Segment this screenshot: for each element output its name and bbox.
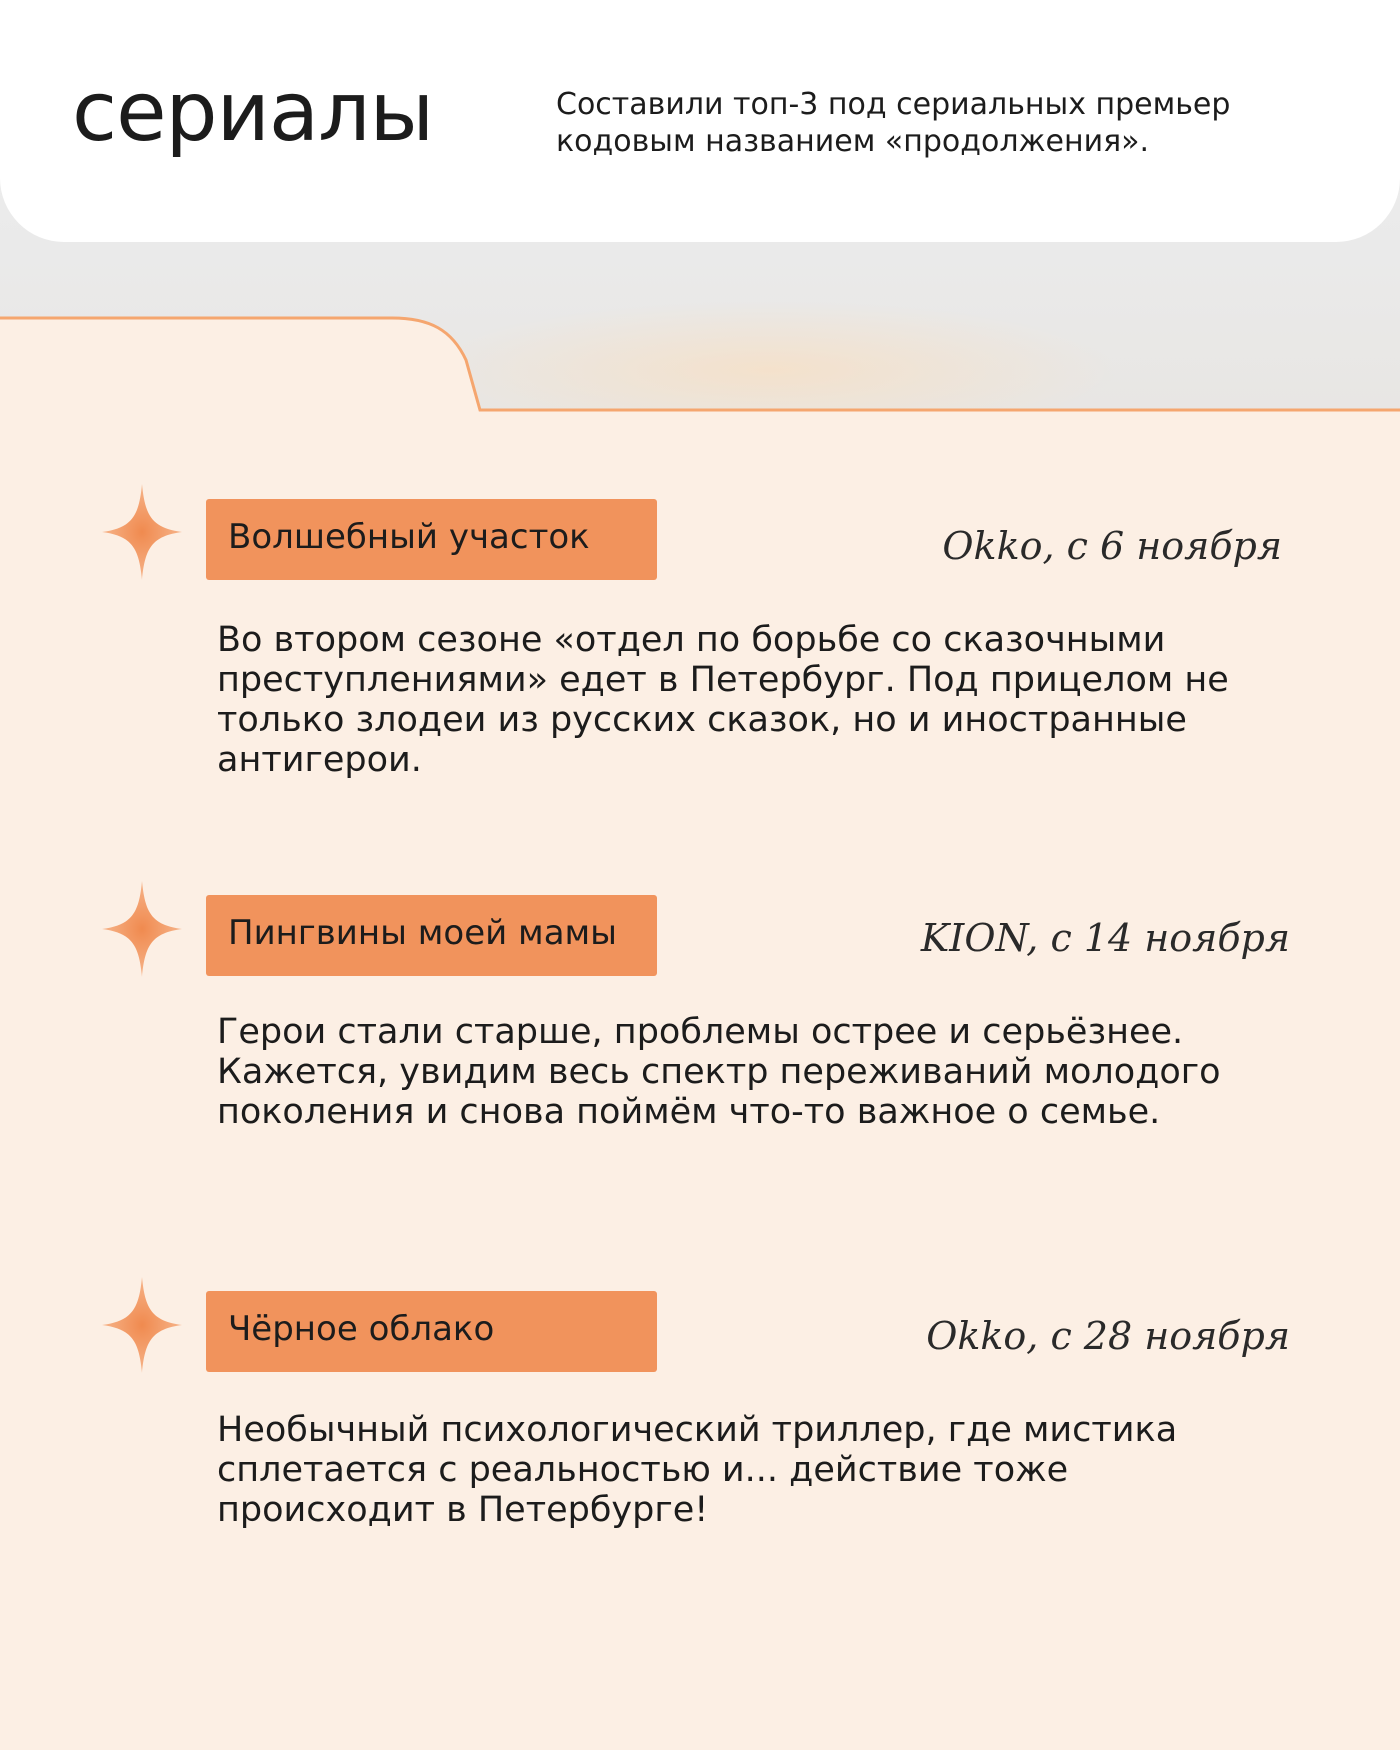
item-platform-date: Okko, с 28 ноября (926, 1314, 1290, 1358)
item-title: Чёрное облако (228, 1309, 495, 1349)
item-title-tag (206, 1291, 657, 1372)
item-title-tag (206, 895, 657, 976)
header-card (0, 0, 1400, 242)
sparkle-star-icon (102, 1277, 182, 1373)
item-title-tag (206, 499, 657, 580)
sparkle-star-icon (102, 484, 182, 580)
item-description: Во втором сезоне «отдел по борьбе со сказочными преступлениями» едет в Петербург. Под прицелом не только злодеи из русских сказок, но и иностранные антигерои. (217, 620, 1229, 780)
item-title: Пингвины моей мамы (228, 913, 618, 953)
sparkle-star-icon (102, 881, 182, 977)
item-platform-date: Okko, с 6 ноября (942, 524, 1282, 568)
item-title: Волшебный участок (228, 517, 590, 557)
page-title: сериалы (72, 65, 434, 160)
item-description: Необычный психологический триллер, где мистика сплетается с реальностью и... действие тоже происходит в Петербурге! (217, 1410, 1178, 1530)
item-platform-date: KION, с 14 ноября (920, 916, 1290, 960)
page-description: Составили топ-3 под сериальных премьер кодовым названием «продолжения». (556, 87, 1231, 159)
item-description: Герои стали старше, проблемы острее и серьёзнее. Кажется, увидим весь спектр переживаний молодого поколения и снова поймём что-то важное о семье. (217, 1012, 1221, 1132)
